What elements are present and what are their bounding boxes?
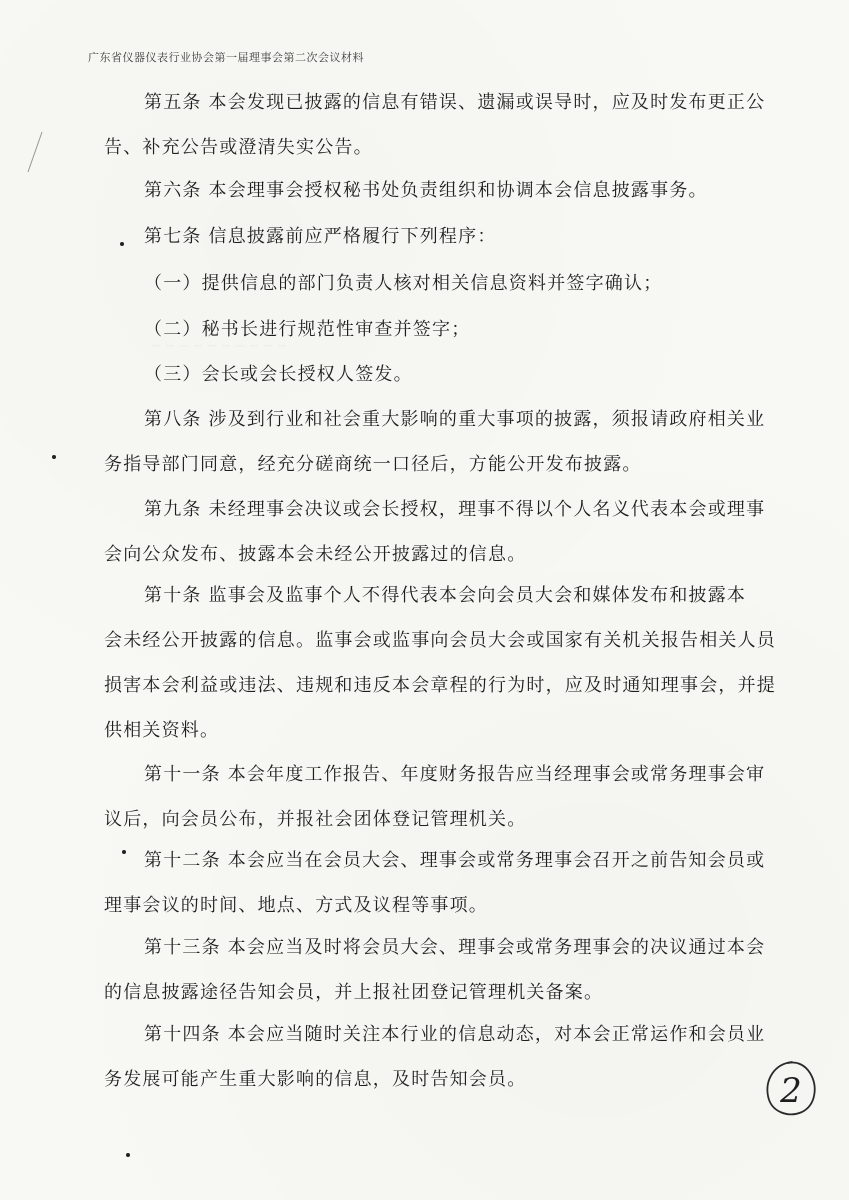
article-7 — [104, 214, 784, 259]
article-14-first-line: 第十四条 本会应当随时关注本行业的信息动态，对本会正常运作和会员业 — [144, 1024, 766, 1045]
article-6-first-line: 第六条 本会理事会授权秘书处负责组织和协调本会信息披露事务。 — [144, 180, 708, 201]
circled-page-number — [762, 1058, 820, 1120]
article-9-continuation: 会向公众发布、披露本会未经公开披露过的信息。 — [104, 544, 527, 565]
article-14 — [104, 1012, 784, 1102]
article-13-continuation: 的信息披露途径告知会员，并上报社团登记管理机关备案。 — [104, 982, 604, 1003]
article-10-continuation: 会未经公开披露的信息。监事会或监事向会员大会或国家有关机关报告相关人员损害本会利益或违法、违规和违反本会章程的行为时，应及时通知理事会，并提供相关资料。 — [104, 630, 776, 741]
article-6 — [104, 168, 784, 213]
article-11-first-line: 第十一条 本会年度工作报告、年度财务报告应当经理事会或常务理事会审 — [144, 764, 766, 785]
article-12-first-line: 第十二条 本会应当在会员大会、理事会或常务理事会召开之前告知会员或 — [144, 850, 766, 871]
article-9-first-line: 第九条 未经理事会决议或会长授权，理事不得以个人名义代表本会或理事 — [144, 499, 766, 520]
article-10 — [104, 573, 784, 753]
page-number-text: 2 — [780, 1071, 802, 1111]
running-header: 广东省仪器仪表行业协会第一届理事会第二次会议材料 — [88, 51, 364, 64]
article-7-item-2: （二）秘书长进行规范性审查并签字； — [144, 319, 471, 340]
article-13 — [104, 925, 784, 1015]
article-9 — [104, 487, 784, 577]
scan-speck — [126, 1153, 130, 1157]
article-7-first-line: 第七条 信息披露前应严格履行下列程序： — [144, 226, 497, 247]
article-12-continuation: 理事会议的时间、地点、方式及议程等事项。 — [104, 895, 488, 916]
article-11-continuation: 议后，向会员公布，并报社会团体登记管理机关。 — [104, 809, 527, 830]
scan-speck — [120, 242, 124, 246]
article-5-first-line: 第五条 本会发现已披露的信息有错误、遗漏或误导时，应及时发布更正公 — [144, 92, 766, 113]
article-8-continuation: 务指导部门同意，经充分磋商统一口径后，方能公开发布披露。 — [104, 454, 642, 475]
article-8 — [104, 397, 784, 487]
article-8-first-line: 第八条 涉及到行业和社会重大影响的重大事项的披露，须报请政府相关业 — [144, 409, 766, 430]
article-14-continuation: 务发展可能产生重大影响的信息，及时告知会员。 — [104, 1069, 527, 1090]
article-10-first-line: 第十条 监事会及监事个人不得代表本会向会员大会和媒体发布和披露本 — [144, 585, 747, 606]
article-5 — [104, 80, 784, 170]
article-12 — [104, 838, 784, 928]
bleed-through-text: ﹉﹉﹉﹉﹉﹉﹉﹉﹉﹉ — [150, 344, 291, 358]
article-7-item-3: （三）会长或会长授权人签发。 — [144, 364, 413, 385]
scan-speck — [52, 455, 56, 459]
article-7-item-1: （一）提供信息的部门负责人核对相关信息资料并签字确认； — [144, 273, 663, 294]
article-13-first-line: 第十三条 本会应当及时将会员大会、理事会或常务理事会的决议通过本会 — [144, 937, 766, 958]
article-5-continuation: 告、补充公告或澄清失实公告。 — [104, 137, 373, 158]
pen-stroke-mark — [20, 128, 50, 178]
scan-speck — [122, 850, 126, 854]
article-11 — [104, 752, 784, 842]
